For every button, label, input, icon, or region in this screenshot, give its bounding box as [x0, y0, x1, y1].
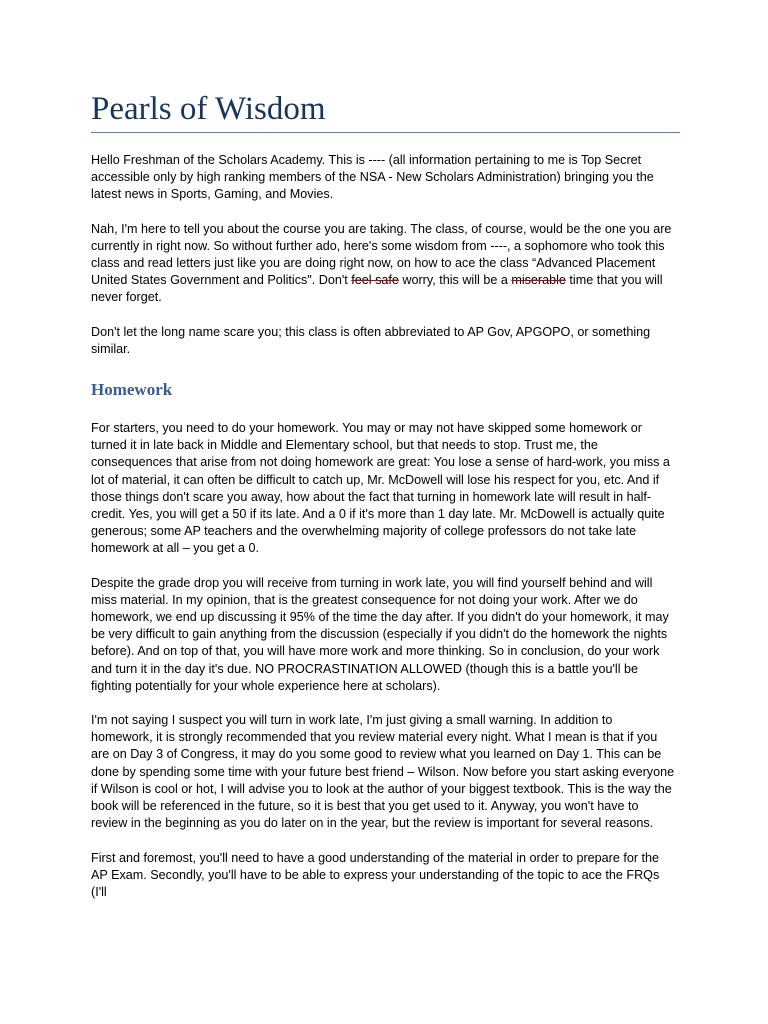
paragraph	[91, 712, 676, 832]
paragraph-text: I'm not saying I suspect you will turn in work late, I'm just giving a small warning. In addition to homework, it is strongly recommended that you review material every night. What I mean is that if you are on Day 3 of Congress, it may do you some good to review what you learned on Day 1. This can be done by spending some time with your future best friend – Wilson. Now before you start asking everyone if Wilson is cool or hot, I will advise you to look at the author of your biggest textbook. This is the way the book will be referenced in the future, so it is best that you get used to it. Anyway, you won't have to review in the beginning as you do later on in the year, but the review is important for several reasons.	[91, 713, 675, 831]
paragraph-text: First and foremost, you'll need to have a good understanding of the material in order to prepare for the AP Exam. Secondly, you'll have to be able to express your understanding of the topic to ace the FRQs (I'll	[91, 850, 660, 899]
struck-text: miserable	[511, 273, 566, 288]
paragraph-text: time that you will never forget.	[91, 273, 663, 305]
struck-text: feel safe	[351, 273, 399, 288]
paragraph-text: Despite the grade drop you will receive from turning in work late, you will find yourself behind and will miss material. In my opinion, that is the greatest consequence for not doing your work. After we do homework, we end up discussing it 95% of the time the day after. If you didn't do your homework, it may be very difficult to gain anything from the discussion (especially if you didn't do the homework the nights before). And on top of that, you will have more work and more thinking. So in conclusion, do your work and turn it in the day it's due. NO PROCRASTINATION ALLOWED (though this is a battle you'll be fighting potentially for your whole experience here at scholars).	[91, 575, 669, 693]
paragraph	[91, 324, 676, 358]
paragraph	[91, 221, 676, 307]
paragraph	[91, 152, 676, 204]
paragraph	[91, 575, 676, 695]
paragraph-text: Nah, I'm here to tell you about the course you are taking. The class, of course, would be the one you are currently in right now. So without further ado, here's some wisdom from ----, a sophomore who took this class and read letters just like you are doing right now, on how to ace the class “Advanced Placement United States Government and Politics". Don't	[91, 221, 672, 288]
paragraph	[91, 850, 676, 902]
paragraph-text: Hello Freshman of the Scholars Academy. This is ---- (all information pertaining to me is Top Secret accessible only by high ranking members of the NSA - New Scholars Administration) bringing you the latest news in Sports, Gaming, and Movies.	[91, 153, 654, 202]
intro-section	[91, 152, 676, 358]
paragraph-text: Don't let the long name scare you; this class is often abbreviated to AP Gov, APGOPO, or something similar.	[91, 324, 651, 356]
paragraph-text: worry, this will be a	[398, 273, 512, 288]
paragraph	[91, 420, 676, 558]
title-underline	[91, 132, 680, 133]
document-title: Pearls of Wisdom	[91, 91, 326, 127]
homework-section	[91, 420, 676, 901]
section-heading-homework: Homework	[91, 380, 173, 400]
document-body	[91, 152, 676, 918]
paragraph-text: For starters, you need to do your homework. You may or may not have skipped some homework or turned it in late back in Middle and Elementary school, but that needs to stop. Trust me, the consequences that arise from not doing homework are great: You lose a sense of hard-work, you miss a lot of material, it can often be difficult to catch up, Mr. McDowell will lose his respect for you, etc. And if those things don't scare you away, how about the fact that turning in homework late will result in half-credit. Yes, you will get a 50 if its late. And a 0 if it's more than 1 day late. Mr. McDowell is actually quite generous; some AP teachers and the overwhelming majority of college professors do not take late homework at all – you get a 0.	[91, 421, 670, 556]
document-page	[91, 0, 676, 1024]
